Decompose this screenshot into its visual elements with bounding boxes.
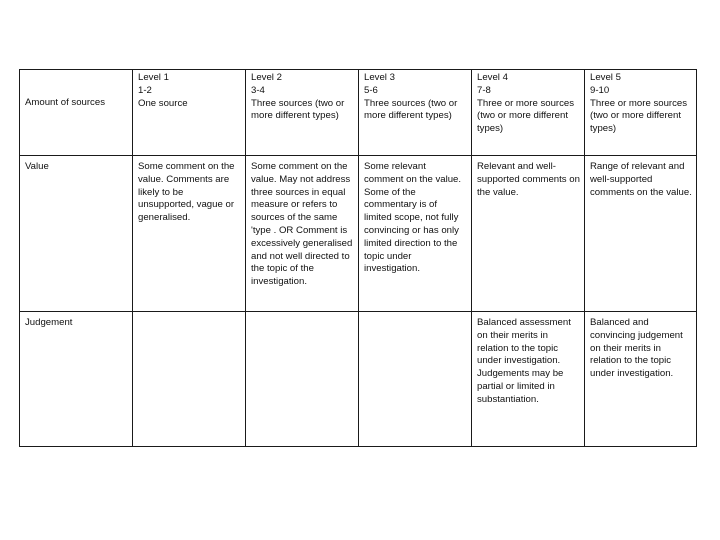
level-4-amount-cell <box>472 70 585 156</box>
level-5-judgement-cell: Balanced and convincing judgement on their merits in relation to the topic under investigation. <box>585 312 697 447</box>
level-5-amount: Three or more sources (two or more different types) <box>590 97 688 135</box>
level-3-marks: 5-6 <box>364 84 378 96</box>
level-2-value-cell: Some comment on the value. May not address three sources in equal measure or refers to sources of the same 'type . OR Comment is excessively generalised and not well directed to the topic of the investigation. <box>246 156 359 312</box>
level-1-title: Level 1 <box>138 72 169 83</box>
level-1-judgement-cell <box>133 312 246 447</box>
row-label-judgement-text: Judgement <box>25 317 73 328</box>
level-2-amount-cell <box>246 70 359 156</box>
level-5-marks: 9-10 <box>590 84 610 96</box>
level-3-value-cell: Some relevant comment on the value. Some of the commentary is of limited scope, not fully convincing or has only limited direction to the topic under investigation. <box>359 156 472 312</box>
level-4-title: Level 4 <box>477 72 508 83</box>
level-3-amount: Three sources (two or more different types) <box>364 97 458 122</box>
row-label-value-text: Value <box>25 161 49 172</box>
level-1-marks: 1-2 <box>138 84 152 96</box>
level-5-amount-cell <box>585 70 697 156</box>
level-2-marks: 3-4 <box>251 84 265 96</box>
level-4-marks: 7-8 <box>477 84 491 96</box>
row-label-amount <box>20 70 133 156</box>
level-4-judgement-cell: Balanced assessment on their merits in relation to the topic under investigation. Judgements may be partial or limited in substantiation. <box>472 312 585 447</box>
level-2-judgement-cell <box>246 312 359 447</box>
row-label-amount-text: Amount of sources <box>25 97 105 108</box>
row-label-value <box>20 156 133 312</box>
level-1-amount-cell <box>133 70 246 156</box>
value-row <box>20 156 697 312</box>
level-4-amount: Three or more sources (two or more different types) <box>477 97 575 135</box>
row-label-judgement <box>20 312 133 447</box>
level-3-title: Level 3 <box>364 72 395 83</box>
level-5-title: Level 5 <box>590 72 621 83</box>
level-2-amount: Three sources (two or more different types) <box>251 97 345 122</box>
amount-of-sources-row <box>20 70 697 156</box>
marking-rubric-table <box>19 69 697 447</box>
level-3-amount-cell <box>359 70 472 156</box>
level-1-amount: One source <box>138 97 188 109</box>
judgement-row <box>20 312 697 447</box>
level-1-value-cell: Some comment on the value. Comments are likely to be unsupported, vague or generalised. <box>133 156 246 312</box>
level-3-judgement-cell <box>359 312 472 447</box>
level-4-value-cell: Relevant and well-supported comments on the value. <box>472 156 585 312</box>
level-5-value-cell: Range of relevant and well-supported comments on the value. <box>585 156 697 312</box>
level-2-title: Level 2 <box>251 72 282 83</box>
